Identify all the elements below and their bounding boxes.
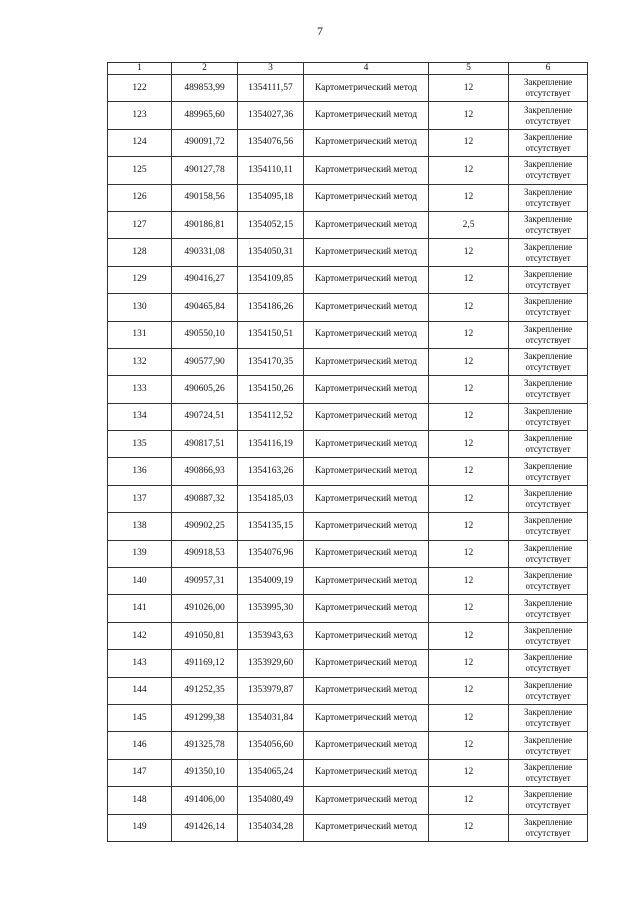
- y-coordinate-cell: 1354034,28: [238, 814, 304, 841]
- x-coordinate-cell: 490127,78: [172, 157, 238, 184]
- y-coordinate-cell: 1354185,03: [238, 485, 304, 512]
- fixation-text: отсутствует: [525, 197, 571, 208]
- table-row: [108, 759, 588, 786]
- table-row: [108, 622, 588, 649]
- accuracy-cell: 12: [429, 348, 509, 375]
- fixation-text: Закрепление: [523, 77, 573, 88]
- accuracy-cell: 12: [429, 568, 509, 595]
- point-number-cell: 137: [108, 485, 172, 512]
- method-cell: Картометрический метод: [304, 814, 429, 841]
- accuracy-cell: 12: [429, 622, 509, 649]
- y-coordinate-cell: 1354163,26: [238, 458, 304, 485]
- x-coordinate-cell: 490465,84: [172, 294, 238, 321]
- x-coordinate-cell: 491325,78: [172, 732, 238, 759]
- x-coordinate-cell: 490605,26: [172, 376, 238, 403]
- method-cell: Картометрический метод: [304, 376, 429, 403]
- x-coordinate-cell: 490887,32: [172, 485, 238, 512]
- x-coordinate-cell: 491026,00: [172, 595, 238, 622]
- point-number-cell: 131: [108, 321, 172, 348]
- fixation-cell: [509, 239, 588, 266]
- accuracy-cell: 12: [429, 184, 509, 211]
- point-number-cell: 122: [108, 75, 172, 102]
- method-cell: Картометрический метод: [304, 568, 429, 595]
- method-cell: Картометрический метод: [304, 129, 429, 156]
- y-coordinate-cell: 1354135,15: [238, 513, 304, 540]
- accuracy-cell: 12: [429, 485, 509, 512]
- x-coordinate-cell: 490550,10: [172, 321, 238, 348]
- y-coordinate-cell: 1353979,87: [238, 677, 304, 704]
- method-cell: Картометрический метод: [304, 348, 429, 375]
- accuracy-cell: 12: [429, 759, 509, 786]
- fixation-cell: [509, 540, 588, 567]
- y-coordinate-cell: 1353943,63: [238, 622, 304, 649]
- table-row: [108, 184, 588, 211]
- column-header: 1: [108, 63, 172, 75]
- point-number-cell: 136: [108, 458, 172, 485]
- fixation-text: Закрепление: [523, 789, 573, 800]
- fixation-cell: [509, 348, 588, 375]
- method-cell: Картометрический метод: [304, 266, 429, 293]
- y-coordinate-cell: 1354056,60: [238, 732, 304, 759]
- point-number-cell: 138: [108, 513, 172, 540]
- column-header: 6: [509, 63, 588, 75]
- method-cell: Картометрический метод: [304, 677, 429, 704]
- point-number-cell: 135: [108, 431, 172, 458]
- table-row: [108, 513, 588, 540]
- method-cell: Картометрический метод: [304, 650, 429, 677]
- method-cell: Картометрический метод: [304, 321, 429, 348]
- fixation-cell: [509, 129, 588, 156]
- fixation-text: Закрепление: [523, 268, 573, 279]
- method-cell: Картометрический метод: [304, 157, 429, 184]
- fixation-text: отсутствует: [525, 334, 571, 345]
- fixation-text: Закрепление: [523, 159, 573, 170]
- fixation-text: Закрепление: [523, 323, 573, 334]
- accuracy-cell: 12: [429, 540, 509, 567]
- point-number-cell: 142: [108, 622, 172, 649]
- fixation-cell: [509, 787, 588, 814]
- table-row: [108, 321, 588, 348]
- table-row: [108, 568, 588, 595]
- y-coordinate-cell: 1354150,51: [238, 321, 304, 348]
- fixation-text: отсутствует: [525, 170, 571, 181]
- accuracy-cell: 12: [429, 787, 509, 814]
- fixation-text: Закрепление: [523, 707, 573, 718]
- x-coordinate-cell: 489965,60: [172, 102, 238, 129]
- x-coordinate-cell: 491252,35: [172, 677, 238, 704]
- fixation-text: отсутствует: [525, 499, 571, 510]
- x-coordinate-cell: 490158,56: [172, 184, 238, 211]
- accuracy-cell: 12: [429, 239, 509, 266]
- fixation-cell: [509, 677, 588, 704]
- x-coordinate-cell: 491050,81: [172, 622, 238, 649]
- table-row: [108, 431, 588, 458]
- y-coordinate-cell: 1354112,52: [238, 403, 304, 430]
- fixation-cell: [509, 458, 588, 485]
- accuracy-cell: 12: [429, 294, 509, 321]
- table-row: [108, 157, 588, 184]
- y-coordinate-cell: 1354050,31: [238, 239, 304, 266]
- method-cell: Картометрический метод: [304, 431, 429, 458]
- y-coordinate-cell: 1354116,19: [238, 431, 304, 458]
- method-cell: Картометрический метод: [304, 622, 429, 649]
- fixation-cell: [509, 157, 588, 184]
- fixation-text: Закрепление: [523, 433, 573, 444]
- fixation-cell: [509, 759, 588, 786]
- fixation-cell: [509, 321, 588, 348]
- fixation-text: Закрепление: [523, 296, 573, 307]
- fixation-text: отсутствует: [525, 115, 571, 126]
- table-row: [108, 732, 588, 759]
- fixation-text: отсутствует: [525, 690, 571, 701]
- accuracy-cell: 12: [429, 75, 509, 102]
- x-coordinate-cell: 491299,38: [172, 704, 238, 731]
- fixation-text: Закрепление: [523, 186, 573, 197]
- column-header: 5: [429, 63, 509, 75]
- fixation-text: Закрепление: [523, 131, 573, 142]
- table-row: [108, 239, 588, 266]
- x-coordinate-cell: 490866,93: [172, 458, 238, 485]
- method-cell: Картометрический метод: [304, 540, 429, 567]
- x-coordinate-cell: 490724,51: [172, 403, 238, 430]
- table-row: [108, 595, 588, 622]
- table-row: [108, 129, 588, 156]
- point-number-cell: 129: [108, 266, 172, 293]
- point-number-cell: 124: [108, 129, 172, 156]
- column-header: 2: [172, 63, 238, 75]
- y-coordinate-cell: 1354076,56: [238, 129, 304, 156]
- table-row: [108, 403, 588, 430]
- fixation-cell: [509, 75, 588, 102]
- fixation-text: Закрепление: [523, 515, 573, 526]
- x-coordinate-cell: 490091,72: [172, 129, 238, 156]
- table-row: [108, 458, 588, 485]
- point-number-cell: 128: [108, 239, 172, 266]
- fixation-text: Закрепление: [523, 488, 573, 499]
- x-coordinate-cell: 490186,81: [172, 211, 238, 238]
- fixation-cell: [509, 732, 588, 759]
- method-cell: Картометрический метод: [304, 485, 429, 512]
- accuracy-cell: 12: [429, 704, 509, 731]
- fixation-text: отсутствует: [525, 225, 571, 236]
- fixation-text: отсутствует: [525, 142, 571, 153]
- fixation-text: отсутствует: [525, 88, 571, 99]
- fixation-text: отсутствует: [525, 663, 571, 674]
- method-cell: Картометрический метод: [304, 704, 429, 731]
- fixation-cell: [509, 184, 588, 211]
- method-cell: Картометрический метод: [304, 102, 429, 129]
- table-row: [108, 540, 588, 567]
- fixation-text: отсутствует: [525, 581, 571, 592]
- fixation-cell: [509, 485, 588, 512]
- fixation-text: отсутствует: [525, 362, 571, 373]
- fixation-text: отсутствует: [525, 718, 571, 729]
- table-row: [108, 211, 588, 238]
- accuracy-cell: 12: [429, 814, 509, 841]
- fixation-cell: [509, 376, 588, 403]
- method-cell: Картометрический метод: [304, 75, 429, 102]
- accuracy-cell: 12: [429, 102, 509, 129]
- fixation-cell: [509, 403, 588, 430]
- y-coordinate-cell: 1354052,15: [238, 211, 304, 238]
- fixation-text: отсутствует: [525, 553, 571, 564]
- fixation-text: отсутствует: [525, 416, 571, 427]
- y-coordinate-cell: 1353995,30: [238, 595, 304, 622]
- point-number-cell: 140: [108, 568, 172, 595]
- point-number-cell: 132: [108, 348, 172, 375]
- point-number-cell: 139: [108, 540, 172, 567]
- table-row: [108, 787, 588, 814]
- point-number-cell: 145: [108, 704, 172, 731]
- method-cell: Картометрический метод: [304, 294, 429, 321]
- table-row: [108, 294, 588, 321]
- accuracy-cell: 12: [429, 431, 509, 458]
- table-row: [108, 102, 588, 129]
- x-coordinate-cell: 491406,00: [172, 787, 238, 814]
- accuracy-cell: 12: [429, 376, 509, 403]
- x-coordinate-cell: 490918,53: [172, 540, 238, 567]
- coordinates-table: [107, 62, 588, 842]
- point-number-cell: 126: [108, 184, 172, 211]
- fixation-text: отсутствует: [525, 772, 571, 783]
- fixation-cell: [509, 513, 588, 540]
- fixation-text: Закрепление: [523, 460, 573, 471]
- accuracy-cell: 12: [429, 129, 509, 156]
- fixation-cell: [509, 211, 588, 238]
- y-coordinate-cell: 1354009,19: [238, 568, 304, 595]
- fixation-cell: [509, 266, 588, 293]
- fixation-cell: [509, 650, 588, 677]
- fixation-text: Закрепление: [523, 816, 573, 827]
- method-cell: Картометрический метод: [304, 211, 429, 238]
- point-number-cell: 134: [108, 403, 172, 430]
- point-number-cell: 143: [108, 650, 172, 677]
- y-coordinate-cell: 1354065,24: [238, 759, 304, 786]
- y-coordinate-cell: 1354031,84: [238, 704, 304, 731]
- table-row: [108, 650, 588, 677]
- accuracy-cell: 12: [429, 403, 509, 430]
- fixation-text: Закрепление: [523, 652, 573, 663]
- fixation-text: Закрепление: [523, 734, 573, 745]
- point-number-cell: 141: [108, 595, 172, 622]
- accuracy-cell: 12: [429, 157, 509, 184]
- method-cell: Картометрический метод: [304, 513, 429, 540]
- accuracy-cell: 12: [429, 732, 509, 759]
- fixation-text: отсутствует: [525, 307, 571, 318]
- table-row: [108, 348, 588, 375]
- point-number-cell: 144: [108, 677, 172, 704]
- fixation-text: отсутствует: [525, 608, 571, 619]
- method-cell: Картометрический метод: [304, 787, 429, 814]
- fixation-text: отсутствует: [525, 827, 571, 838]
- fixation-text: отсутствует: [525, 745, 571, 756]
- y-coordinate-cell: 1354076,96: [238, 540, 304, 567]
- x-coordinate-cell: 491426,14: [172, 814, 238, 841]
- fixation-text: Закрепление: [523, 542, 573, 553]
- fixation-text: Закрепление: [523, 625, 573, 635]
- column-header: 3: [238, 63, 304, 75]
- point-number-cell: 123: [108, 102, 172, 129]
- y-coordinate-cell: 1354109,85: [238, 266, 304, 293]
- table-row: [108, 75, 588, 102]
- table-row: [108, 677, 588, 704]
- method-cell: Картометрический метод: [304, 458, 429, 485]
- point-number-cell: 146: [108, 732, 172, 759]
- fixation-text: Закрепление: [523, 597, 573, 608]
- x-coordinate-cell: 490817,51: [172, 431, 238, 458]
- fixation-text: отсутствует: [525, 252, 571, 263]
- point-number-cell: 127: [108, 211, 172, 238]
- y-coordinate-cell: 1354186,26: [238, 294, 304, 321]
- fixation-text: Закрепление: [523, 378, 573, 389]
- y-coordinate-cell: 1354111,57: [238, 75, 304, 102]
- fixation-text: Закрепление: [523, 214, 573, 225]
- method-cell: Картометрический метод: [304, 732, 429, 759]
- fixation-text: отсутствует: [525, 800, 571, 811]
- method-cell: Картометрический метод: [304, 595, 429, 622]
- column-header: 4: [304, 63, 429, 75]
- fixation-text: Закрепление: [523, 241, 573, 252]
- x-coordinate-cell: 491169,12: [172, 650, 238, 677]
- x-coordinate-cell: 489853,99: [172, 75, 238, 102]
- y-coordinate-cell: 1354095,18: [238, 184, 304, 211]
- accuracy-cell: 12: [429, 458, 509, 485]
- fixation-text: Закрепление: [523, 761, 573, 772]
- fixation-text: отсутствует: [525, 444, 571, 455]
- fixation-text: отсутствует: [525, 389, 571, 400]
- accuracy-cell: 2,5: [429, 211, 509, 238]
- x-coordinate-cell: 490416,27: [172, 266, 238, 293]
- accuracy-cell: 12: [429, 513, 509, 540]
- fixation-text: Закрепление: [523, 405, 573, 416]
- fixation-cell: [509, 431, 588, 458]
- x-coordinate-cell: 490577,90: [172, 348, 238, 375]
- method-cell: Картометрический метод: [304, 403, 429, 430]
- x-coordinate-cell: 490902,25: [172, 513, 238, 540]
- y-coordinate-cell: 1354170,35: [238, 348, 304, 375]
- fixation-text: Закрепление: [523, 570, 573, 581]
- fixation-text: Закрепление: [523, 351, 573, 362]
- table-row: [108, 704, 588, 731]
- point-number-cell: 130: [108, 294, 172, 321]
- table-header-row: [108, 63, 588, 75]
- fixation-text: Закрепление: [523, 104, 573, 115]
- fixation-text: отсутствует: [525, 636, 571, 646]
- y-coordinate-cell: 1354027,36: [238, 102, 304, 129]
- page-number: 7: [317, 24, 323, 38]
- point-number-cell: 133: [108, 376, 172, 403]
- method-cell: Картометрический метод: [304, 184, 429, 211]
- fixation-cell: [509, 595, 588, 622]
- table-row: [108, 485, 588, 512]
- method-cell: Картометрический метод: [304, 759, 429, 786]
- point-number-cell: 149: [108, 814, 172, 841]
- method-cell: Картометрический метод: [304, 239, 429, 266]
- accuracy-cell: 12: [429, 266, 509, 293]
- accuracy-cell: 12: [429, 650, 509, 677]
- y-coordinate-cell: 1354150,26: [238, 376, 304, 403]
- table-row: [108, 376, 588, 403]
- y-coordinate-cell: 1354080,49: [238, 787, 304, 814]
- fixation-cell: [509, 568, 588, 595]
- fixation-text: отсутствует: [525, 471, 571, 482]
- x-coordinate-cell: 491350,10: [172, 759, 238, 786]
- table-row: [108, 266, 588, 293]
- fixation-cell: [509, 294, 588, 321]
- fixation-text: отсутствует: [525, 526, 571, 537]
- fixation-text: Закрепление: [523, 679, 573, 690]
- fixation-cell: [509, 814, 588, 841]
- point-number-cell: 125: [108, 157, 172, 184]
- table-row: [108, 814, 588, 841]
- y-coordinate-cell: 1353929,60: [238, 650, 304, 677]
- fixation-text: отсутствует: [525, 279, 571, 290]
- y-coordinate-cell: 1354110,11: [238, 157, 304, 184]
- fixation-cell: [509, 102, 588, 129]
- x-coordinate-cell: 490331,08: [172, 239, 238, 266]
- point-number-cell: 147: [108, 759, 172, 786]
- point-number-cell: 148: [108, 787, 172, 814]
- accuracy-cell: 12: [429, 595, 509, 622]
- x-coordinate-cell: 490957,31: [172, 568, 238, 595]
- accuracy-cell: 12: [429, 321, 509, 348]
- fixation-cell: [509, 622, 588, 649]
- fixation-cell: [509, 704, 588, 731]
- accuracy-cell: 12: [429, 677, 509, 704]
